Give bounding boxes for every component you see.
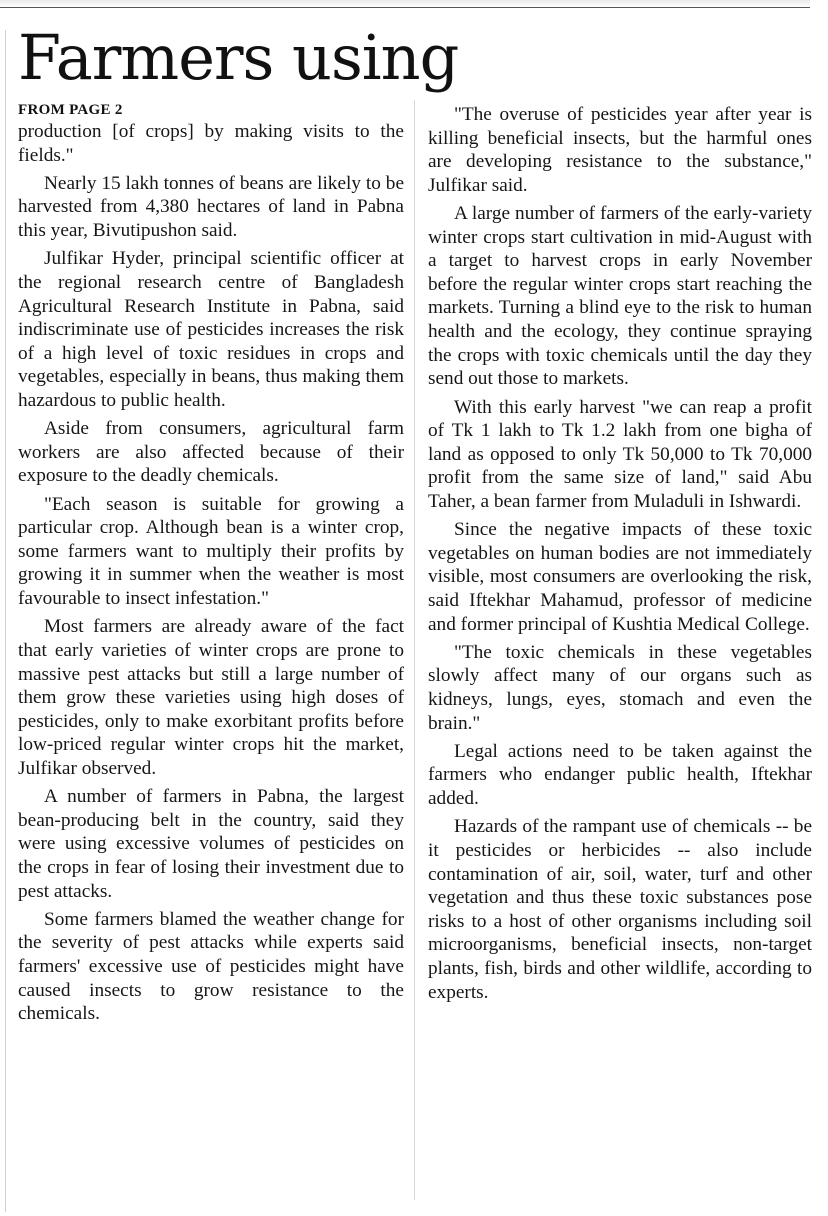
paragraph: Julfikar Hyder, principal scientific officer at the regional research centre of Bangladesh Agricultural Research Institute in Pabna, said indiscriminate use of pesticides increases the risk of a high level of toxic residues in crops and vegetables, especially in beans, thus making them hazardous to public health. bbox=[18, 248, 404, 411]
paragraph: "Each season is suitable for growing a particular crop. Although bean is a winter crop, some farmers want to multiply their profits by growing it in summer when the weather is most favourable to insect infestation." bbox=[18, 493, 404, 610]
paragraph: Some farmers blamed the weather change for the severity of pest attacks while experts said farmers' excessive use of pesticides might have caused insects to grow resistance to the chemicals. bbox=[18, 908, 404, 1025]
paragraph: Most farmers are already aware of the fact that early varieties of winter crops are prone to massive pest attacks but still a large number of them grow these varieties using high doses of pesticides, only to make exorbitant profits before low-priced regular winter crops hit the market, Julfikar observed. bbox=[18, 616, 404, 779]
paragraph: "The overuse of pesticides year after year is killing beneficial insects, but the harmful ones are developing resistance to the substance," Julfikar said. bbox=[428, 104, 812, 196]
column-divider bbox=[414, 100, 415, 1200]
paragraph: Nearly 15 lakh tonnes of beans are likely to be harvested from 4,380 hectares of land in Pabna this year, Bivutipushon said. bbox=[18, 172, 404, 242]
paragraph: With this early harvest "we can reap a profit of Tk 1 lakh to Tk 1.2 lakh from one bigha of land as opposed to only Tk 50,000 to Tk 70,000 profit from the same size of land," said Abu Taher, a bean farmer from Muladuli in Ishwardi. bbox=[428, 396, 812, 512]
right-column bbox=[428, 103, 812, 1009]
paragraph: A large number of farmers of the early-variety winter crops start cultivation in mid-August with a target to harvest crops in early November before the regular winter crops start reaching the markets. Turning a blind eye to the risk to human health and the ecology, they continue spraying the crops with toxic chemicals until the day they send out those to markets. bbox=[428, 203, 812, 390]
paragraph: Legal actions need to be taken against the farmers who endanger public health, Iftekhar added. bbox=[428, 740, 812, 810]
top-rule bbox=[0, 0, 810, 8]
headline: Farmers using bbox=[18, 21, 459, 94]
kicker: FROM PAGE 2 bbox=[18, 102, 123, 118]
left-margin-rule bbox=[5, 30, 6, 1212]
left-column bbox=[18, 100, 404, 1030]
paragraph: A number of farmers in Pabna, the largest bean-producing belt in the country, said they were using excessive volumes of pesticides on the crops in fear of losing their investment due to pest attacks. bbox=[18, 786, 404, 902]
paragraph: "The toxic chemicals in these vegetables slowly affect many of our organs such as kidneys, lungs, eyes, stomach and even the brain." bbox=[428, 641, 812, 734]
paragraph: Aside from consumers, agricultural farm workers are also affected because of their exposure to the deadly chemicals. bbox=[18, 418, 404, 487]
paragraph: Since the negative impacts of these toxic vegetables on human bodies are not immediately visible, most consumers are overlooking the risk, said Iftekhar Mahamud, professor of medicine and former principal of Kushtia Medical College. bbox=[428, 519, 812, 635]
paragraph: Hazards of the rampant use of chemicals -- be it pesticides or herbicides -- also include contamination of air, soil, water, turf and other vegetation and thus these toxic substances pose risks to a host of other organisms including soil microorganisms, beneficial insects, non-target plants, fish, birds and other wildlife, according to experts. bbox=[428, 816, 812, 1003]
paragraph: production [of crops] by making visits to the fields." bbox=[18, 121, 404, 166]
